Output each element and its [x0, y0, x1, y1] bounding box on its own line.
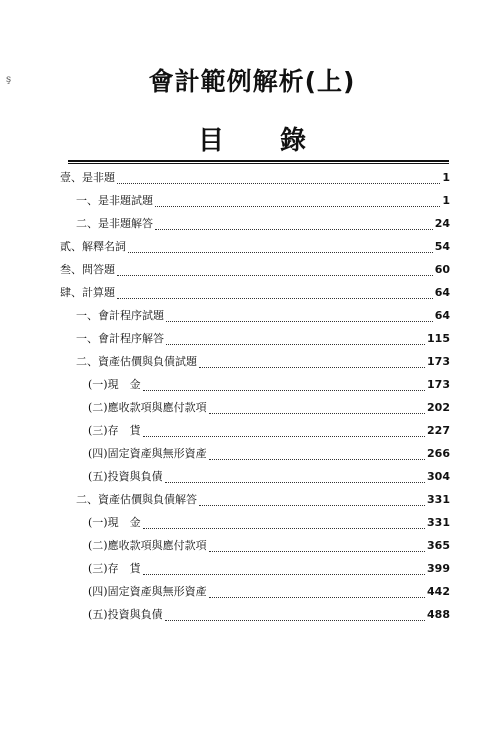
toc-entry: [60, 557, 450, 580]
toc-entry-page-number: 1: [442, 194, 450, 207]
toc-entry-page-number: 115: [427, 332, 450, 345]
scan-mark: ş: [6, 74, 12, 85]
toc-entry-page-number: 202: [427, 401, 450, 414]
toc-entry: [60, 304, 450, 327]
toc-entry: [60, 258, 450, 281]
toc-entry-page-number: 266: [427, 447, 450, 460]
toc-entry-page-number: 24: [434, 217, 450, 230]
toc-entry-page-number: 1: [442, 171, 450, 184]
toc-entry-page-number: 331: [427, 516, 450, 529]
toc-entry-page-number: 64: [434, 309, 450, 322]
toc-entry-label: (三)存 貨: [88, 562, 141, 575]
toc-entry: [60, 373, 450, 396]
toc-heading-right: 錄: [280, 126, 307, 156]
toc-entry-label: 叁、問答題: [60, 263, 115, 276]
toc-dot-leader: [143, 517, 425, 529]
toc-entry-label: (一)現 金: [88, 378, 141, 391]
toc-dot-leader: [117, 264, 433, 276]
toc-dot-leader: [117, 287, 433, 299]
toc-dot-leader: [155, 195, 440, 207]
toc-entry: [60, 465, 450, 488]
toc-entry: [60, 235, 450, 258]
toc-entry-page-number: 54: [434, 240, 450, 253]
book-title: 會計範例解析(上): [148, 67, 356, 96]
toc-dot-leader: [166, 310, 433, 322]
toc-entry-page-number: 488: [427, 608, 450, 621]
toc-entry: [60, 396, 450, 419]
toc-entry-page-number: 399: [427, 562, 450, 575]
toc-entry: [60, 442, 450, 465]
toc-dot-leader: [209, 448, 425, 460]
toc-entry-label: 貳、解釋名詞: [60, 240, 126, 253]
toc-dot-leader: [165, 471, 425, 483]
toc-entry-page-number: 173: [427, 355, 450, 368]
toc-dot-leader: [143, 563, 425, 575]
toc-entry: [60, 488, 450, 511]
toc-entry-page-number: 173: [427, 378, 450, 391]
toc-dot-leader: [199, 356, 425, 368]
toc-dot-leader: [117, 172, 440, 184]
toc-entry-label: 一、會計程序解答: [76, 332, 164, 345]
toc-entry-label: 一、會計程序試題: [76, 309, 164, 322]
toc-list: [60, 166, 450, 626]
toc-entry: [60, 189, 450, 212]
toc-entry-label: (四)固定資產與無形資產: [88, 447, 207, 460]
toc-entry-label: 二、是非題解答: [76, 217, 153, 230]
toc-entry-label: 肆、計算題: [60, 286, 115, 299]
toc-entry-label: 二、資產估價與負債試題: [76, 355, 197, 368]
toc-entry-page-number: 304: [427, 470, 450, 483]
toc-entry: [60, 580, 450, 603]
toc-entry-page-number: 227: [427, 424, 450, 437]
toc-entry-label: 一、是非題試題: [76, 194, 153, 207]
toc-entry: [60, 419, 450, 442]
heading-rule-top: [68, 160, 449, 162]
toc-entry-label: (四)固定資產與無形資產: [88, 585, 207, 598]
toc-entry-page-number: 64: [434, 286, 450, 299]
toc-entry-label: (三)存 貨: [88, 424, 141, 437]
toc-entry: [60, 212, 450, 235]
toc-entry-page-number: 60: [434, 263, 450, 276]
toc-entry-label: (五)投資與負債: [88, 470, 163, 483]
toc-entry-label: 壹、是非題: [60, 171, 115, 184]
toc-dot-leader: [166, 333, 425, 345]
toc-dot-leader: [209, 540, 425, 552]
toc-entry-page-number: 331: [427, 493, 450, 506]
toc-dot-leader: [143, 425, 425, 437]
toc-entry-label: (一)現 金: [88, 516, 141, 529]
toc-entry: [60, 327, 450, 350]
toc-dot-leader: [143, 379, 425, 391]
toc-dot-leader: [209, 402, 425, 414]
toc-entry-label: (二)應收款項與應付款項: [88, 539, 207, 552]
toc-entry-page-number: 442: [427, 585, 450, 598]
toc-entry-page-number: 365: [427, 539, 450, 552]
toc-dot-leader: [165, 609, 425, 621]
toc-entry-label: (五)投資與負債: [88, 608, 163, 621]
toc-dot-leader: [128, 241, 433, 253]
toc-entry-label: 二、資產估價與負債解答: [76, 493, 197, 506]
toc-heading-left: 目: [197, 126, 224, 156]
toc-dot-leader: [199, 494, 425, 506]
heading-rule-bottom: [68, 163, 449, 164]
toc-entry: [60, 166, 450, 189]
toc-entry: [60, 603, 450, 626]
toc-entry: [60, 534, 450, 557]
toc-heading: [0, 120, 504, 157]
toc-dot-leader: [209, 586, 425, 598]
toc-dot-leader: [155, 218, 433, 230]
toc-entry: [60, 511, 450, 534]
toc-entry: [60, 350, 450, 373]
toc-entry: [60, 281, 450, 304]
toc-entry-label: (二)應收款項與應付款項: [88, 401, 207, 414]
